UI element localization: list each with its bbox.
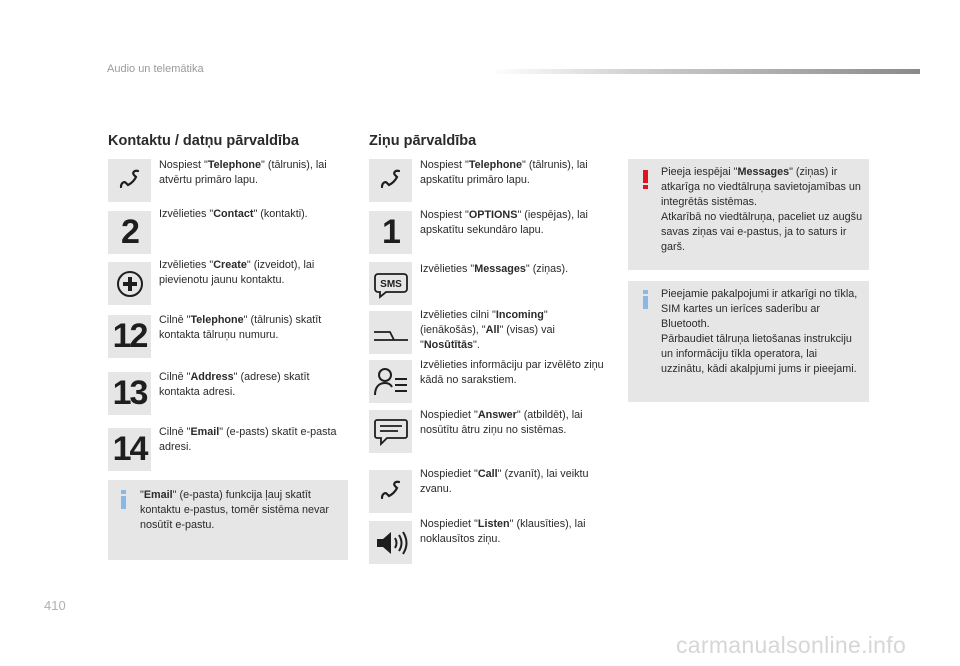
left-step-5-text: Cilnē "Address" (adrese) skatīt kontakta adresi.: [159, 371, 310, 398]
phone-handset-icon: [369, 159, 412, 202]
left-step-2-text: Izvēlieties "Contact" (kontakti).: [159, 208, 308, 220]
watermark: carmanualsonline.info: [676, 632, 907, 658]
person-details-icon: [369, 360, 412, 403]
left-section-title: Kontaktu / datņu pārvaldība: [108, 133, 299, 149]
email-note-text: "Email" (e-pasta) funkcija ļauj skatīt kontaktu e-pastus, tomēr sistēma nevar nosūtīt e-pastu.: [140, 489, 330, 531]
header-divider: [490, 69, 920, 74]
header-title: Audio un telemātika: [107, 63, 204, 75]
mid-step-7-text: Nospiediet "Call" (zvanīt), lai veiktu zvanu.: [420, 468, 589, 495]
messages-warning-note: [628, 159, 869, 270]
step-number-2: 2: [108, 211, 151, 254]
phone-handset-icon: [108, 159, 151, 202]
step-number-13: 13: [108, 372, 151, 415]
plus-circle-icon: [108, 262, 151, 305]
mid-step-1-text: Nospiest "Telephone" (tālrunis), lai apskatītu primāro lapu.: [420, 159, 588, 186]
sms-icon-label: SMS: [379, 278, 402, 290]
mid-step-6-text: Nospiediet "Answer" (atbildēt), lai nosūtītu ātru ziņu no sistēmas.: [420, 409, 583, 436]
speaker-icon: [369, 521, 412, 564]
email-info-note: [108, 480, 348, 560]
left-step-3-text: Izvēlieties "Create" (izveidot), lai pievienotu jaunu kontaktu.: [159, 259, 315, 286]
sms-icon: [369, 262, 412, 305]
tab-filter-icon: [369, 311, 412, 354]
page-number: 410: [44, 598, 66, 613]
left-step-4-text: Cilnē "Telephone" (tālrunis) skatīt kontakta tālruņu numuru.: [159, 314, 322, 341]
step-number-12: 12: [108, 315, 151, 358]
info-note-text: Pieejamie pakalpojumi ir atkarīgi no tīkla, SIM kartes un ierīces saderību ar Bluetooth. Pārbaudiet tālruņa lietošanas instrukciju un informāciju tīkla operatora, lai uzzinātu, kādi akalpjumi jums ir pieejami.: [661, 288, 858, 375]
mid-step-4-text: Izvēlieties cilni "Incoming" (ienākošās), "All" (visas) vai "Nosūtītās".: [420, 309, 555, 351]
mid-step-5-text: Izvēlieties informāciju par izvēlēto ziņu kādā no sarakstiem.: [420, 359, 604, 386]
services-info-note: [628, 281, 869, 402]
left-step-1-text: Nospiest "Telephone" (tālrunis), lai atvērtu primāro lapu.: [159, 159, 327, 186]
mid-step-8-text: Nospiediet "Listen" (klausīties), lai noklausītos ziņu.: [420, 518, 586, 545]
mid-step-2-text: Nospiest "OPTIONS" (iespējas), lai apskatītu sekundāro lapu.: [420, 209, 588, 236]
mid-section-title: Ziņu pārvaldība: [369, 133, 477, 149]
warning-note-text: Pieeja iespējai "Messages" (ziņas) ir atkarīga no viedtālruņa savietojamības un integrētās sistēmas. Atkarībā no viedtālruņa, paceliet uz augšu savas ziņas vai e-pastus, ja to saturs ir garš.: [661, 166, 863, 253]
reply-message-icon: [369, 410, 412, 453]
step-number-14: 14: [108, 428, 151, 471]
mid-step-3-text: Izvēlieties "Messages" (ziņas).: [420, 263, 569, 275]
left-step-6-text: Cilnē "Email" (e-pasts) skatīt e-pasta adresi.: [159, 426, 337, 453]
step-number-1: 1: [369, 211, 412, 254]
phone-handset-icon: [369, 470, 412, 513]
